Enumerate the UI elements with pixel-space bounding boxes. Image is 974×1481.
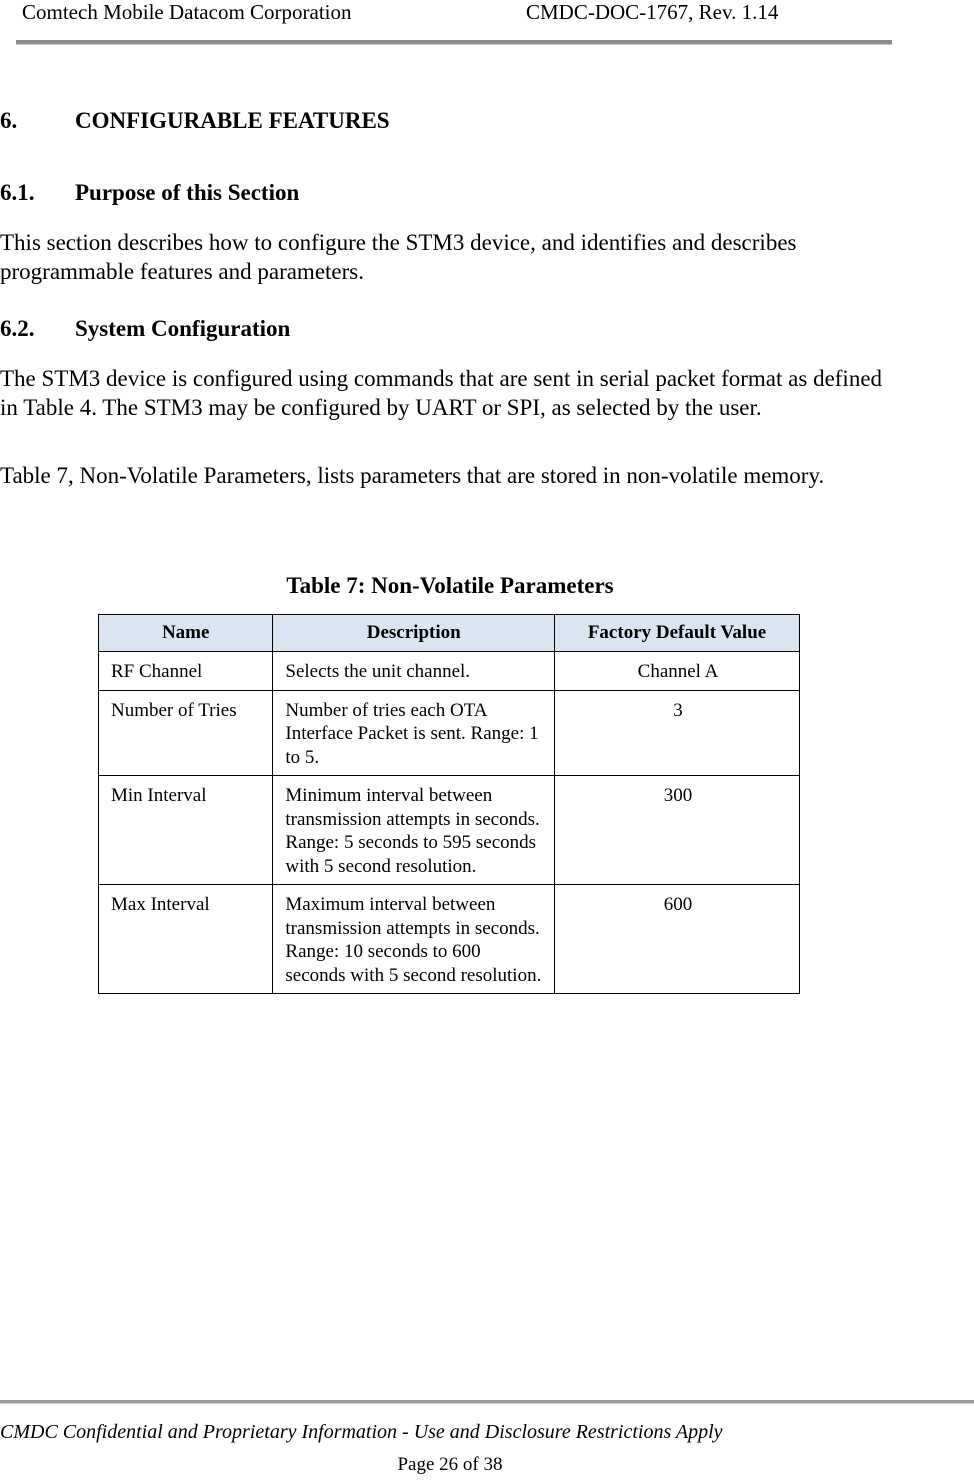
- section-6-1-title: Purpose of this Section: [75, 180, 300, 205]
- footer-rule: [0, 1400, 974, 1404]
- section-6-1-heading: [0, 180, 299, 206]
- header-doc-id: CMDC-DOC-1767, Rev. 1.14: [526, 0, 779, 24]
- cell-name: Max Interval: [99, 885, 273, 994]
- non-volatile-parameters-table: [98, 614, 800, 994]
- column-header-description: Description: [273, 615, 555, 652]
- cell-description: Maximum interval between transmission attempts in seconds. Range: 10 seconds to 600 seconds with 5 second resolution.: [273, 885, 555, 994]
- column-header-name: Name: [99, 615, 273, 652]
- page-number: Page 26 of 38: [397, 1454, 503, 1475]
- cell-default: 3: [555, 690, 800, 776]
- section-6-number: 6.: [0, 108, 18, 133]
- section-6-2-body-2: Table 7, Non-Volatile Parameters, lists parameters that are stored in non-volatile memory.: [0, 463, 825, 488]
- section-6-2-body-1: The STM3 device is configured using commands that are sent in serial packet format as defined in Table 4. The STM3 may be configured by UART or SPI, as selected by the user.: [0, 366, 883, 420]
- section-6-2-title: System Configuration: [75, 316, 291, 341]
- table-header-row: [99, 615, 800, 652]
- column-header-default: Factory Default Value: [555, 615, 800, 652]
- section-6-2-heading: [0, 316, 290, 342]
- table-row: [99, 885, 800, 994]
- cell-description: Minimum interval between transmission attempts in seconds. Range: 5 seconds to 595 seconds with 5 second resolution.: [273, 776, 555, 885]
- header-company: Comtech Mobile Datacom Corporation: [22, 0, 352, 24]
- table-row: [99, 652, 800, 691]
- cell-name: Number of Tries: [99, 690, 273, 776]
- cell-description: Selects the unit channel.: [273, 652, 555, 691]
- section-6-1-number: 6.1.: [0, 180, 35, 205]
- cell-default: 300: [555, 776, 800, 885]
- cell-default: 600: [555, 885, 800, 994]
- section-6-2-number: 6.2.: [0, 316, 35, 341]
- section-6-title: CONFIGURABLE FEATURES: [75, 108, 390, 133]
- table-row: [99, 690, 800, 776]
- table-caption: Table 7: Non-Volatile Parameters: [286, 573, 614, 598]
- cell-default: Channel A: [555, 652, 800, 691]
- cell-name: RF Channel: [99, 652, 273, 691]
- cell-description: Number of tries each OTA Interface Packet is sent. Range: 1 to 5.: [273, 690, 555, 776]
- section-6-heading: [0, 108, 390, 134]
- cell-name: Min Interval: [99, 776, 273, 885]
- header-rule: [16, 40, 892, 45]
- footer-notice: CMDC Confidential and Proprietary Information - Use and Disclosure Restrictions Apply: [0, 1421, 723, 1443]
- section-6-1-body: This section describes how to configure the STM3 device, and identifies and describes programmable features and parameters.: [0, 230, 797, 284]
- table-row: [99, 776, 800, 885]
